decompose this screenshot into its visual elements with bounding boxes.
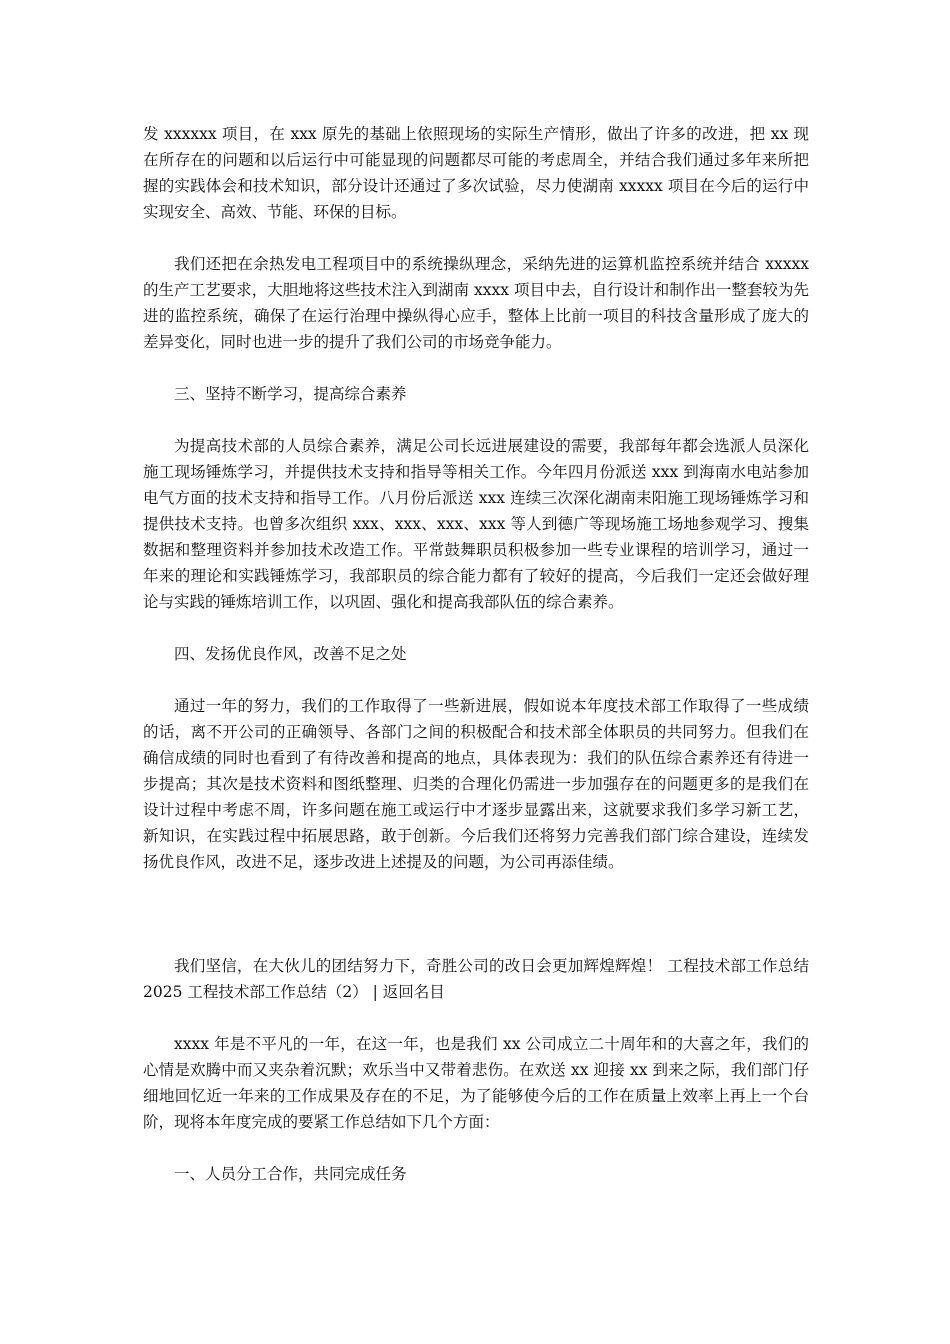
paragraph-gap — [143, 407, 809, 433]
section-heading-3: 三、坚持不断学习，提高综合素养 — [174, 385, 407, 403]
paragraph-closing-and-next-title: 我们坚信，在大伙儿的团结努力下，奇胜公司的改日会更加辉煌辉煌！ 工程技术部工作总结 2025 工程技术部工作总结（2） | 返回名目 — [143, 957, 809, 1001]
document-body — [143, 121, 809, 1187]
paragraph-gap — [143, 1135, 809, 1161]
paragraph-gap — [143, 667, 809, 693]
section-heading-1: 一、人员分工合作，共同完成任务 — [174, 1165, 407, 1183]
section-heading-4: 四、发扬优良作风，改善不足之处 — [174, 645, 407, 663]
paragraph-gap — [143, 1005, 809, 1031]
paragraph-gap — [143, 225, 809, 251]
paragraph-gap — [143, 355, 809, 381]
paragraph-gap — [143, 615, 809, 641]
paragraph-year-intro: xxxx 年是不平凡的一年，在这一年，也是我们 xx 公司成立二十周年和的大喜之年，我们的心情是欢腾中而又夹杂着沉默；欢乐当中又带着悲伤。在欢送 xx 迎接 xx 到来之际，我们部门仔细地回忆近一年来的工作成果及存在的不足，为了能够使今后的工作在质量上效率上再上一个台阶，现将本年度完成的要紧工作总结如下几个方面： — [143, 1035, 809, 1131]
paragraph-monitoring-system: 我们还把在余热发电工程项目中的系统操纵理念，采纳先进的运算机监控系统并结合 xxxxx 的生产工艺要求，大胆地将这些技术注入到湖南 xxxx 项目中去，自行设计和制作出一整套较为先进的监控系统，确保了在运行治理中操纵得心应手，整体上比前一项目的科技含量形成了庞大的差异变化，同时也进一步的提升了我们公司的市场竞争能力。 — [143, 255, 809, 351]
paragraph-gap — [143, 927, 809, 953]
paragraph-project-improvements: 发 xxxxxx 项目，在 xxx 原先的基础上依照现场的实际生产情形，做出了许多的改进，把 xx 现在所存在的问题和以后运行中可能显现的问题都尽可能的考虑周全，并结合我们通过多年来所把握的实践体会和技术知识，部分设计还通过了多次试验，尽力使湖南 xxxxx 项目在今后的运行中实现安全、高效、节能、环保的目标。 — [143, 125, 809, 221]
paragraph-training: 为提高技术部的人员综合素养，满足公司长远进展建设的需要，我部每年都会选派人员深化施工现场锤炼学习，并提供技术支持和指导等相关工作。今年四月份派送 xxx 到海南水电站参加电气方面的技术支持和指导工作。八月份后派送 xxx 连续三次深化湖南耒阳施工现场锤炼学习和提供技术支持。也曾多次组织 xxx、xxx、xxx、xxx 等人到德广等现场施工场地参观学习、搜集数据和整理资料并参加技术改造工作。平常鼓舞职员积极参加一些专业课程的培训学习，通过一年来的理论和实践锤炼学习，我部职员的综合能力都有了较好的提高，今后我们一定还会做好理论与实践的锤炼培训工作，以巩固、强化和提高我部队伍的综合素养。 — [143, 437, 809, 611]
paragraph-gap-large — [143, 875, 809, 927]
paragraph-achievements: 通过一年的努力，我们的工作取得了一些新进展，假如说本年度技术部工作取得了一些成绩的话，离不开公司的正确领导、各部门之间的积极配合和技术部全体职员的共同努力。但我们在确信成绩的同时也看到了有待改善和提高的地点，具体表现为：我们的队伍综合素养还有待进一步提高；其次是技术资料和图纸整理、归类的合理化仍需进一步加强存在的问题更多的是我们在设计过程中考虑不周，许多问题在施工或运行中才逐步显露出来，这就要求我们多学习新工艺，新知识，在实践过程中拓展思路，敢于创新。今后我们还将努力完善我们部门综合建设，连续发扬优良作风，改进不足，逐步改进上述提及的问题，为公司再添佳绩。 — [143, 697, 809, 871]
